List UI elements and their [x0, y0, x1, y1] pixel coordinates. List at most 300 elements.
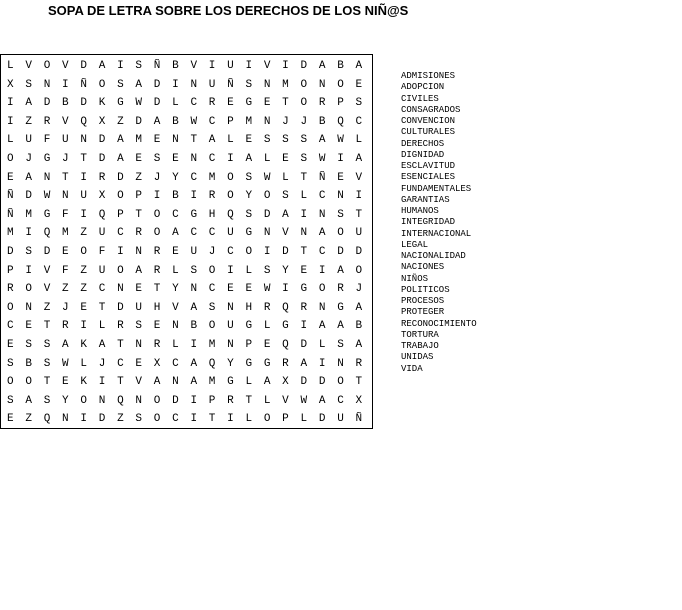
- grid-letter: O: [153, 394, 161, 407]
- grid-letter: Ñ: [7, 208, 14, 221]
- grid-letter: Y: [172, 171, 179, 184]
- grid-letter: O: [300, 78, 308, 91]
- grid-letter: I: [300, 320, 308, 333]
- grid-letter: E: [62, 376, 69, 389]
- grid-letter: E: [172, 245, 179, 258]
- grid-letter: S: [7, 394, 14, 407]
- grid-letter: O: [337, 78, 344, 91]
- grid-letter: R: [337, 283, 344, 296]
- grid-letter: A: [318, 320, 326, 333]
- grid-letter: H: [208, 208, 216, 221]
- grid-letter: Y: [227, 357, 234, 370]
- grid-letter: N: [43, 78, 51, 91]
- grid-row: [1, 113, 372, 132]
- grid-letter: L: [98, 320, 106, 333]
- grid-row: [1, 187, 372, 206]
- grid-letter: N: [227, 338, 234, 351]
- grid-row: [1, 336, 372, 355]
- grid-row: [1, 131, 372, 150]
- grid-letter: A: [190, 301, 198, 314]
- grid-letter: V: [135, 376, 143, 389]
- grid-letter: T: [355, 376, 363, 389]
- grid-letter: N: [172, 320, 179, 333]
- grid-letter: J: [282, 115, 289, 128]
- grid-letter: S: [135, 60, 143, 72]
- grid-letter: U: [227, 227, 234, 240]
- word-list-item: CIVILES: [401, 93, 439, 104]
- grid-letter: E: [263, 338, 271, 351]
- grid-letter: I: [80, 171, 87, 184]
- grid-letter: J: [62, 301, 69, 314]
- grid-letter: G: [245, 357, 253, 370]
- grid-letter: U: [227, 60, 234, 72]
- grid-letter: N: [263, 115, 271, 128]
- word-list-item: TRABAJO: [401, 341, 439, 351]
- grid-letter: X: [282, 376, 289, 389]
- grid-letter: O: [25, 283, 32, 296]
- grid-letter: P: [7, 264, 14, 277]
- word-list-item: ESENCIALES: [401, 172, 456, 183]
- grid-letter: Q: [117, 394, 124, 407]
- grid-letter: L: [7, 134, 14, 147]
- grid-letter: A: [337, 320, 344, 333]
- grid-letter: N: [62, 413, 69, 426]
- grid-letter: M: [245, 115, 253, 128]
- grid-letter: C: [172, 208, 179, 221]
- grid-letter: I: [337, 152, 344, 165]
- grid-row: [1, 410, 372, 429]
- grid-row: [1, 243, 372, 262]
- grid-letter: T: [153, 283, 161, 296]
- grid-letter: O: [208, 320, 216, 333]
- grid-letter: M: [208, 338, 216, 351]
- grid-letter: O: [300, 97, 308, 110]
- grid-letter: V: [190, 60, 198, 72]
- grid-letter: H: [153, 301, 161, 314]
- grid-letter: C: [172, 357, 179, 370]
- grid-letter: T: [43, 376, 51, 389]
- grid-letter: R: [227, 394, 234, 407]
- grid-letter: C: [337, 394, 344, 407]
- word-list-item: TORTURA: [401, 329, 439, 340]
- grid-letter: I: [355, 190, 363, 203]
- grid-letter: C: [318, 190, 326, 203]
- grid-letter: O: [208, 264, 216, 277]
- grid-letter: O: [98, 78, 106, 91]
- grid-letter: Q: [337, 115, 344, 128]
- grid-letter: N: [300, 227, 308, 240]
- grid-letter: E: [245, 283, 253, 296]
- grid-letter: N: [337, 357, 344, 370]
- grid-letter: I: [318, 264, 326, 277]
- grid-letter: J: [25, 152, 32, 165]
- grid-letter: L: [172, 338, 179, 351]
- grid-letter: R: [135, 227, 143, 240]
- grid-letter: U: [80, 190, 87, 203]
- grid-letter: D: [153, 78, 161, 91]
- grid-row: [1, 169, 372, 188]
- grid-letter: L: [227, 134, 234, 147]
- grid-letter: E: [227, 283, 234, 296]
- grid-letter: A: [263, 376, 271, 389]
- grid-letter: E: [153, 134, 161, 147]
- word-list-item: RECONOCIMIENTO: [401, 318, 477, 329]
- grid-letter: C: [190, 171, 198, 184]
- grid-row: [1, 373, 372, 392]
- grid-letter: I: [282, 283, 289, 296]
- grid-letter: T: [208, 413, 216, 426]
- grid-letter: G: [300, 283, 308, 296]
- grid-letter: D: [98, 152, 106, 165]
- grid-letter: A: [245, 152, 253, 165]
- grid-letter: L: [263, 152, 271, 165]
- grid-letter: L: [300, 413, 308, 426]
- grid-letter: C: [190, 97, 198, 110]
- grid-letter: O: [7, 301, 14, 314]
- grid-letter: S: [300, 134, 308, 147]
- grid-letter: Q: [43, 413, 51, 426]
- grid-row: [1, 355, 372, 374]
- grid-letter: G: [282, 320, 289, 333]
- grid-letter: C: [190, 227, 198, 240]
- grid-letter: B: [172, 115, 179, 128]
- grid-letter: A: [135, 78, 143, 91]
- grid-letter: T: [117, 376, 124, 389]
- grid-letter: I: [208, 60, 216, 72]
- grid-letter: P: [282, 413, 289, 426]
- grid-letter: B: [355, 320, 363, 333]
- grid-letter: E: [153, 320, 161, 333]
- grid-letter: C: [98, 283, 106, 296]
- grid-letter: M: [7, 227, 14, 240]
- grid-row: [1, 262, 372, 281]
- grid-letter: G: [263, 357, 271, 370]
- grid-letter: N: [25, 301, 32, 314]
- grid-letter: N: [135, 245, 143, 258]
- grid-letter: O: [263, 190, 271, 203]
- grid-letter: E: [135, 357, 143, 370]
- grid-letter: G: [43, 208, 51, 221]
- grid-letter: R: [62, 320, 69, 333]
- page-title: SOPA DE LETRA SOBRE LOS DERECHOS DE LOS NIÑ@S: [48, 3, 409, 18]
- grid-letter: T: [282, 97, 289, 110]
- grid-letter: A: [98, 60, 106, 72]
- grid-letter: U: [190, 245, 198, 258]
- grid-letter: T: [190, 134, 198, 147]
- grid-letter: P: [135, 190, 143, 203]
- grid-letter: S: [300, 152, 308, 165]
- grid-letter: Ñ: [355, 413, 363, 426]
- grid-letter: D: [153, 97, 161, 110]
- grid-letter: I: [190, 338, 198, 351]
- grid-letter: I: [227, 264, 234, 277]
- grid-letter: L: [7, 60, 14, 72]
- grid-letter: S: [190, 264, 198, 277]
- grid-letter: V: [282, 227, 289, 240]
- grid-letter: G: [337, 301, 344, 314]
- grid-letter: S: [25, 338, 32, 351]
- grid-letter: J: [98, 357, 106, 370]
- grid-letter: D: [282, 245, 289, 258]
- grid-letter: R: [43, 115, 51, 128]
- grid-letter: S: [135, 413, 143, 426]
- grid-letter: Z: [80, 283, 87, 296]
- grid-letter: O: [153, 227, 161, 240]
- grid-letter: D: [80, 97, 87, 110]
- grid-letter: R: [300, 301, 308, 314]
- grid-letter: O: [153, 413, 161, 426]
- grid-letter: J: [153, 171, 161, 184]
- grid-letter: I: [62, 78, 69, 91]
- grid-letter: D: [355, 245, 363, 258]
- grid-letter: F: [43, 134, 51, 147]
- grid-letter: K: [80, 338, 87, 351]
- grid-letter: S: [7, 357, 14, 370]
- grid-letter: A: [355, 152, 363, 165]
- grid-letter: O: [25, 376, 32, 389]
- grid-letter: X: [355, 394, 363, 407]
- grid-letter: L: [263, 320, 271, 333]
- grid-letter: L: [80, 357, 87, 370]
- word-list-item: CONVENCION: [401, 116, 456, 126]
- grid-row: [1, 94, 372, 113]
- grid-letter: O: [227, 190, 234, 203]
- grid-letter: Ñ: [153, 60, 161, 72]
- grid-letter: A: [318, 134, 326, 147]
- word-list-item: VIDA: [401, 363, 423, 374]
- grid-letter: M: [208, 171, 216, 184]
- grid-letter: L: [245, 413, 253, 426]
- grid-letter: M: [208, 376, 216, 389]
- grid-letter: K: [98, 97, 106, 110]
- grid-letter: A: [318, 60, 326, 72]
- grid-letter: B: [318, 115, 326, 128]
- grid-letter: W: [263, 283, 271, 296]
- grid-letter: R: [153, 338, 161, 351]
- grid-row: [1, 150, 372, 169]
- grid-letter: A: [117, 152, 124, 165]
- grid-letter: T: [135, 208, 143, 221]
- grid-letter: I: [190, 394, 198, 407]
- grid-letter: V: [282, 394, 289, 407]
- grid-letter: E: [337, 171, 344, 184]
- grid-letter: D: [80, 60, 87, 72]
- grid-letter: I: [80, 320, 87, 333]
- word-list-item: UNIDAS: [401, 352, 434, 363]
- grid-letter: O: [117, 190, 124, 203]
- grid-letter: N: [80, 134, 87, 147]
- grid-letter: G: [117, 97, 124, 110]
- grid-letter: U: [98, 227, 106, 240]
- grid-letter: A: [355, 301, 363, 314]
- grid-letter: I: [227, 152, 234, 165]
- grid-letter: A: [208, 134, 216, 147]
- grid-letter: A: [190, 376, 198, 389]
- word-list: [401, 71, 477, 375]
- grid-letter: R: [98, 171, 106, 184]
- grid-letter: S: [153, 152, 161, 165]
- grid-letter: O: [153, 208, 161, 221]
- grid-letter: O: [80, 245, 87, 258]
- grid-letter: W: [190, 115, 198, 128]
- grid-letter: X: [98, 115, 106, 128]
- grid-letter: R: [318, 97, 326, 110]
- grid-letter: N: [263, 227, 271, 240]
- grid-letter: W: [62, 357, 69, 370]
- grid-letter: Y: [245, 190, 253, 203]
- grid-letter: M: [282, 78, 289, 91]
- grid-letter: B: [190, 320, 198, 333]
- grid-letter: I: [117, 245, 124, 258]
- grid-letter: G: [245, 97, 253, 110]
- grid-letter: A: [300, 357, 308, 370]
- grid-letter: W: [337, 134, 344, 147]
- word-list-item: ADOPCION: [401, 82, 445, 93]
- grid-letter: Z: [80, 264, 87, 277]
- grid-letter: C: [208, 227, 216, 240]
- grid-letter: N: [172, 376, 179, 389]
- grid-letter: I: [25, 264, 32, 277]
- grid-letter: V: [43, 264, 51, 277]
- grid-letter: M: [135, 134, 143, 147]
- grid-letter: S: [245, 171, 253, 184]
- grid-row: [1, 299, 372, 318]
- grid-letter: W: [263, 171, 271, 184]
- grid-letter: L: [172, 97, 179, 110]
- grid-letter: A: [135, 264, 143, 277]
- grid-letter: G: [43, 152, 51, 165]
- grid-letter: S: [25, 78, 32, 91]
- grid-letter: C: [318, 245, 326, 258]
- grid-letter: A: [282, 208, 289, 221]
- grid-letter: R: [282, 357, 289, 370]
- grid-letter: N: [318, 301, 326, 314]
- grid-letter: I: [282, 60, 289, 72]
- grid-letter: S: [117, 78, 124, 91]
- grid-letter: I: [245, 60, 253, 72]
- grid-letter: L: [245, 264, 253, 277]
- grid-letter: A: [25, 97, 32, 110]
- grid-letter: C: [208, 283, 216, 296]
- grid-letter: H: [245, 301, 253, 314]
- grid-letter: J: [300, 115, 308, 128]
- grid-letter: I: [190, 190, 198, 203]
- grid-letter: L: [263, 394, 271, 407]
- grid-letter: C: [208, 115, 216, 128]
- grid-letter: I: [190, 413, 198, 426]
- grid-letter: B: [337, 60, 344, 72]
- grid-letter: N: [190, 283, 198, 296]
- grid-letter: S: [43, 357, 51, 370]
- grid-letter: I: [80, 413, 87, 426]
- grid-letter: V: [62, 115, 69, 128]
- grid-letter: N: [43, 171, 51, 184]
- grid-letter: N: [190, 78, 198, 91]
- grid-letter: P: [337, 97, 344, 110]
- grid-letter: E: [62, 245, 69, 258]
- grid-letter: E: [7, 338, 14, 351]
- grid-letter: W: [300, 394, 308, 407]
- grid-letter: R: [7, 283, 14, 296]
- grid-letter: O: [80, 394, 87, 407]
- grid-letter: N: [62, 190, 69, 203]
- grid-letter: I: [318, 357, 326, 370]
- grid-letter: E: [355, 78, 363, 91]
- grid-letter: G: [245, 227, 253, 240]
- grid-letter: D: [7, 245, 14, 258]
- grid-letter: A: [98, 338, 106, 351]
- grid-letter: N: [135, 394, 143, 407]
- grid-letter: I: [25, 227, 32, 240]
- grid-letter: E: [172, 152, 179, 165]
- grid-letter: D: [25, 190, 32, 203]
- grid-letter: B: [62, 97, 69, 110]
- grid-letter: T: [117, 338, 124, 351]
- grid-letter: U: [25, 134, 32, 147]
- grid-letter: Y: [172, 283, 179, 296]
- grid-letter: O: [7, 152, 14, 165]
- grid-letter: Q: [227, 208, 234, 221]
- grid-letter: E: [80, 301, 87, 314]
- grid-letter: I: [7, 97, 14, 110]
- grid-letter: Ñ: [318, 171, 326, 184]
- grid-letter: G: [190, 208, 198, 221]
- grid-letter: L: [282, 171, 289, 184]
- grid-letter: M: [62, 227, 69, 240]
- grid-letter: E: [135, 283, 143, 296]
- grid-letter: B: [172, 190, 179, 203]
- grid-letter: E: [7, 171, 14, 184]
- grid-letter: S: [43, 394, 51, 407]
- grid-letter: U: [135, 301, 143, 314]
- grid-letter: R: [153, 245, 161, 258]
- grid-letter: N: [227, 301, 234, 314]
- grid-letter: O: [337, 227, 344, 240]
- grid-letter: A: [153, 115, 161, 128]
- grid-letter: T: [245, 394, 253, 407]
- grid-letter: S: [263, 264, 271, 277]
- grid-row: [1, 57, 372, 76]
- grid-letter: Q: [43, 227, 51, 240]
- grid-letter: S: [245, 208, 253, 221]
- grid-letter: A: [153, 376, 161, 389]
- grid-letter: Q: [282, 301, 289, 314]
- grid-letter: D: [117, 171, 124, 184]
- grid-letter: T: [80, 152, 87, 165]
- grid-letter: R: [263, 301, 271, 314]
- grid-letter: C: [117, 227, 124, 240]
- grid-letter: Q: [282, 338, 289, 351]
- grid-letter: J: [62, 152, 69, 165]
- grid-row: [1, 317, 372, 336]
- grid-letter: T: [355, 208, 363, 221]
- grid-letter: A: [190, 357, 198, 370]
- grid-letter: N: [98, 394, 106, 407]
- grid-letter: R: [153, 264, 161, 277]
- grid-letter: S: [282, 134, 289, 147]
- grid-letter: D: [318, 376, 326, 389]
- grid-letter: C: [117, 357, 124, 370]
- grid-letter: N: [337, 190, 344, 203]
- grid-letter: W: [43, 190, 51, 203]
- grid-letter: Z: [62, 283, 69, 296]
- grid-letter: N: [172, 134, 179, 147]
- grid-letter: E: [227, 97, 234, 110]
- grid-letter: L: [172, 264, 179, 277]
- word-list-item: PROTEGER: [401, 307, 445, 318]
- grid-letter: I: [227, 413, 234, 426]
- grid-row: [1, 280, 372, 299]
